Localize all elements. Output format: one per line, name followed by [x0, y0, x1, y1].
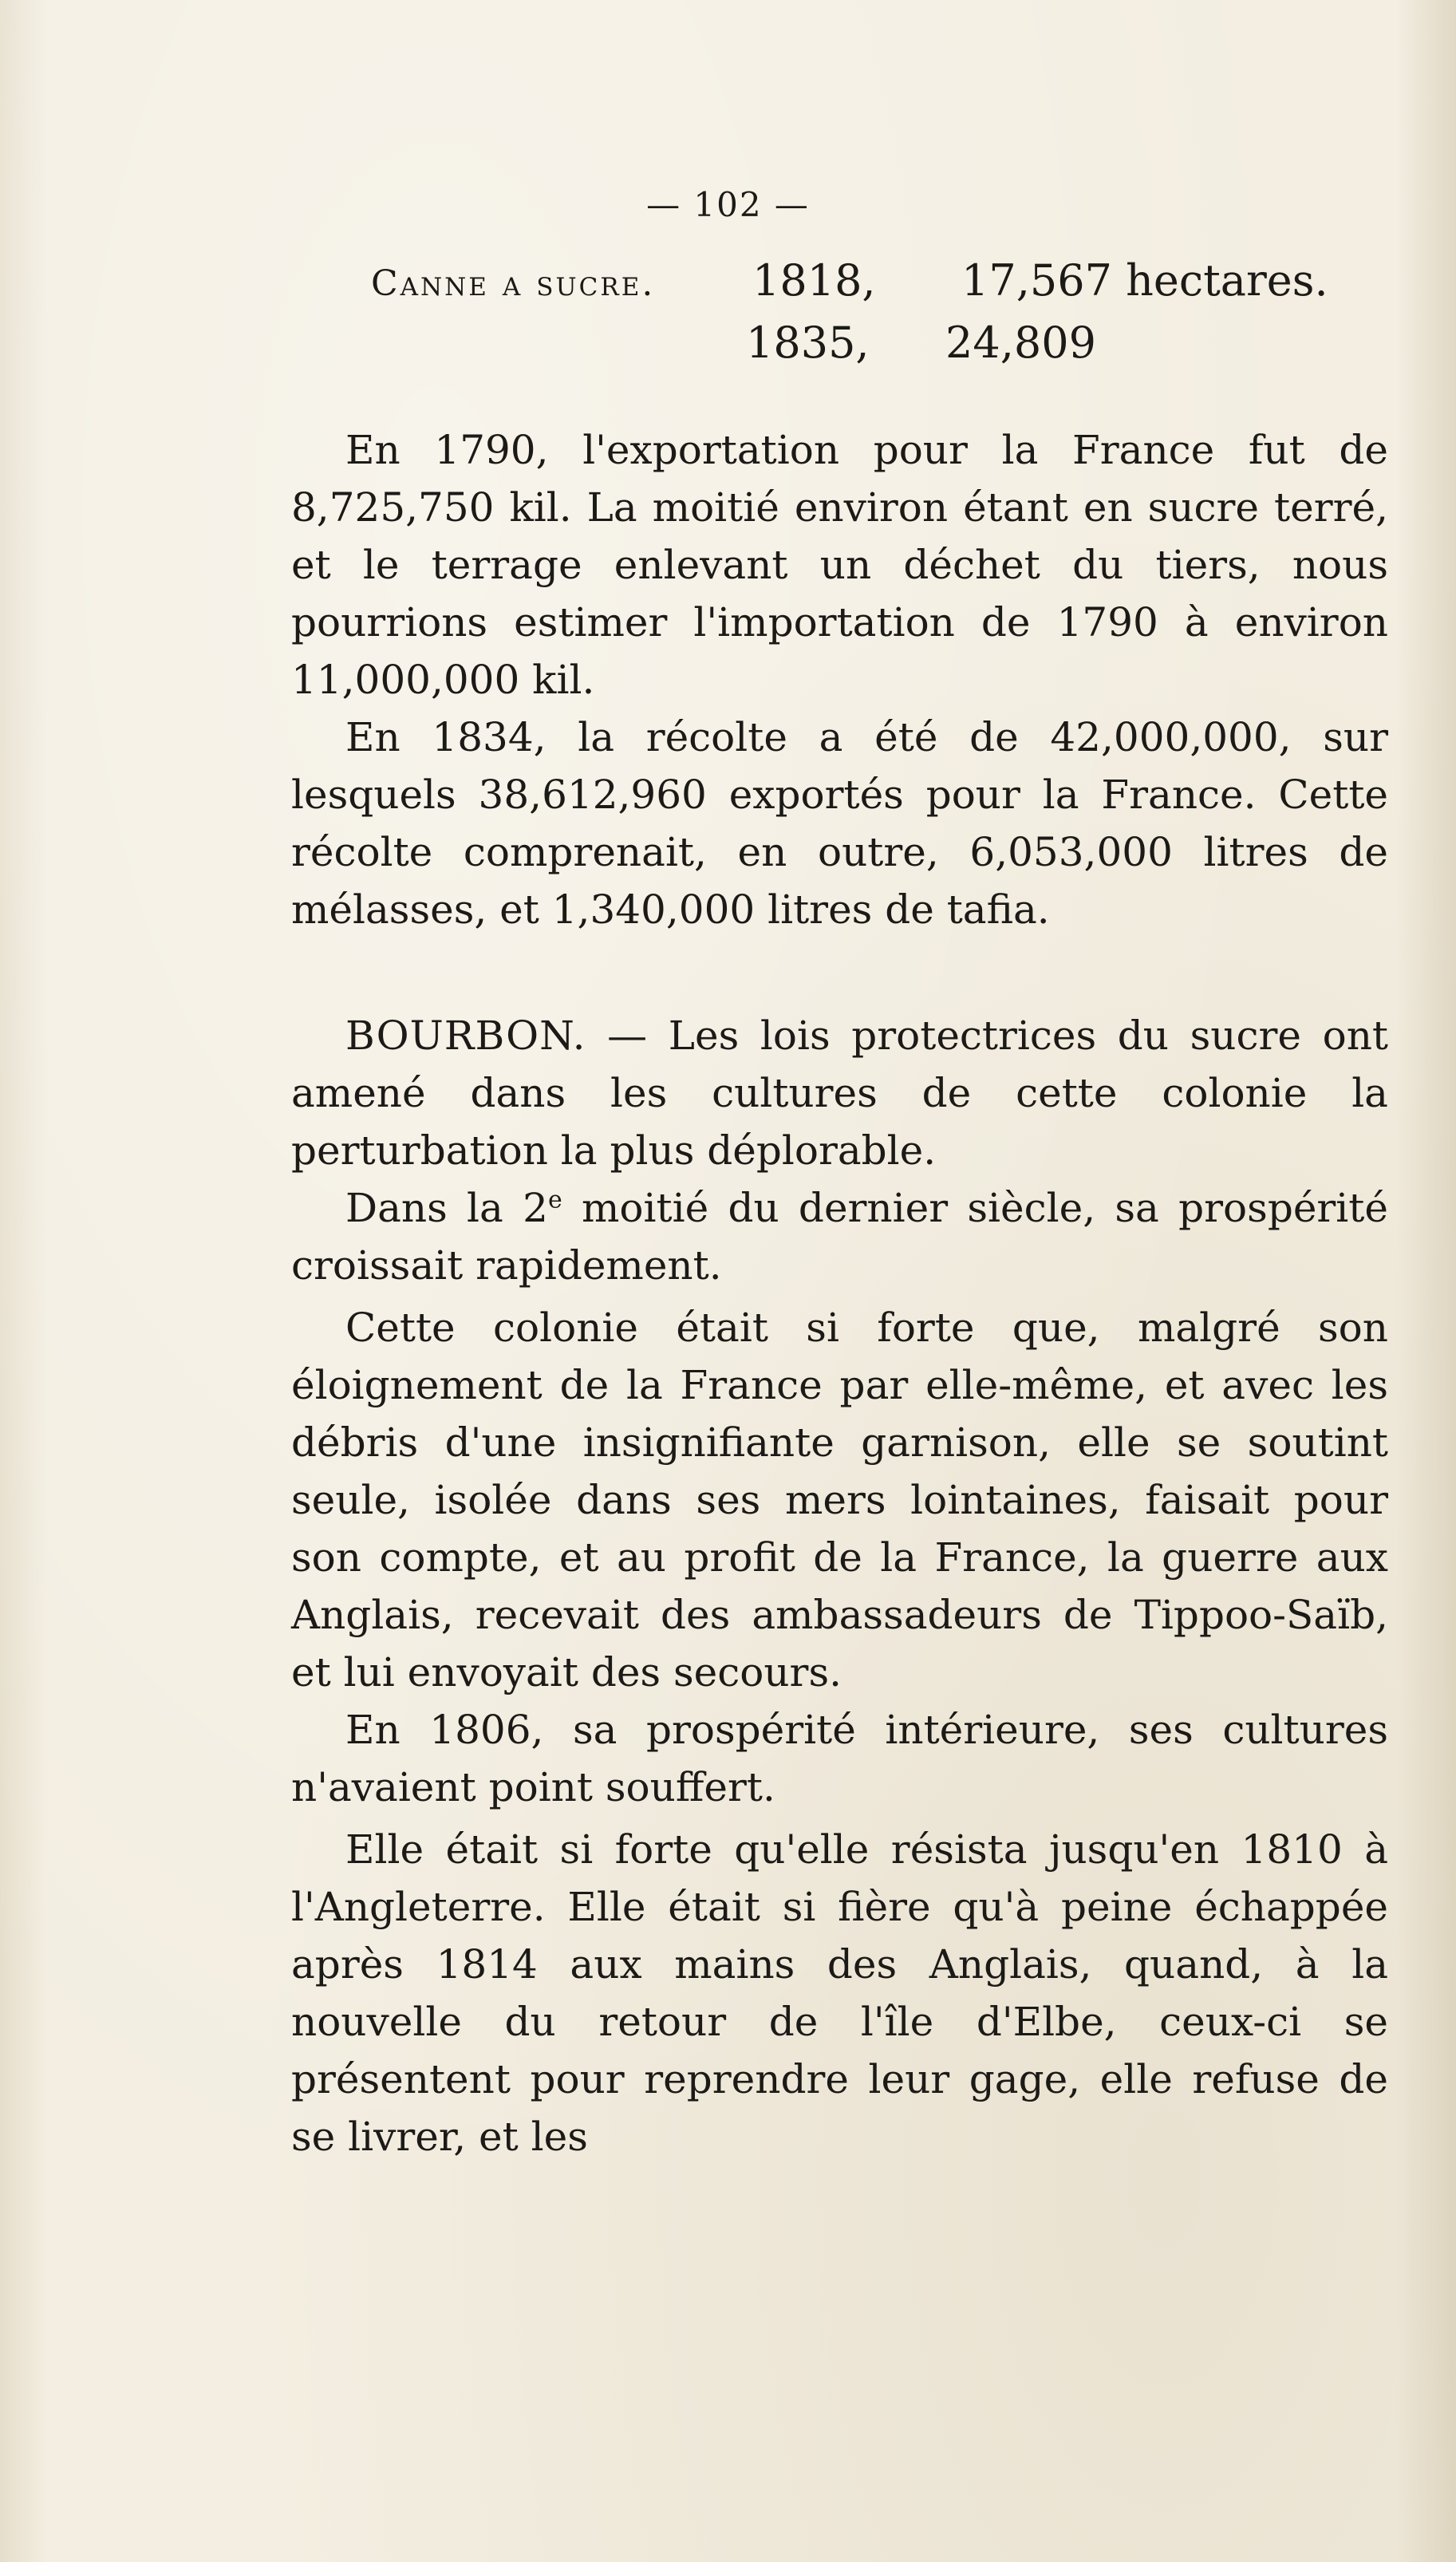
stat-value-1818: 17,567 hectares. — [961, 255, 1328, 306]
paragraph-1834-harvest — [291, 709, 1388, 938]
stat-value-1835: 24,809 — [945, 318, 1096, 368]
paragraph-text: Elle était si forte qu'elle résista jusqu'en 1810 à l'Angleterre. Elle était si fière qu'à peine échappée après 1814 aux mains des Anglais, quand, à la nouvelle du retour de l'île d'Elbe, ceux-ci se présentent pour reprendre leur gage, elle refuse de se livrer, et les — [291, 1826, 1388, 2160]
superscript-e: e — [547, 1186, 562, 1214]
stat-row-1818 — [371, 255, 1328, 306]
paragraph-text: Cette colonie était si forte que, malgré son éloignement de la France par elle-même, et avec les débris d'une insignifiante garnison, elle se soutint seule, isolée dans ses mers lointaines, faisait pour son compte, et au profit de la France, la guerre aux Anglais, recevait des ambassadeurs de Tippoo-Saïb, et lui envoyait des secours. — [291, 1305, 1388, 1695]
paragraph-text-before: Dans la 2 — [345, 1185, 548, 1231]
paragraph-text-after: moitié du dernier siècle, sa prospérité croissait rapidement. — [291, 1185, 1388, 1289]
page-number-header: — 102 — — [646, 185, 810, 224]
paragraph-text — [291, 1007, 1388, 1179]
stat-year-1818: 1818, — [752, 255, 876, 306]
paragraph-text — [291, 1179, 1388, 1294]
paragraph-1806 — [291, 1701, 1388, 1816]
section-text-bourbon: — Les lois protectrices du sucre ont amené dans les cultures de cette colonie la perturbation la plus déplorable. — [291, 1013, 1388, 1174]
paragraph-text: En 1806, sa prospérité intérieure, ses cultures n'avaient point souffert. — [291, 1707, 1388, 1810]
paragraph-prosperity — [291, 1179, 1388, 1294]
paragraph-resistance — [291, 1821, 1388, 2165]
paragraph-colony-strength — [291, 1299, 1388, 1701]
paragraph-1790-export — [291, 421, 1388, 709]
paragraph-text: En 1790, l'exportation pour la France fut de 8,725,750 kil. La moitié environ étant en sucre terré, et le terrage enlevant un déchet du tiers, nous pourrions estimer l'importation de 1790 à environ 11,000,000 kil. — [291, 427, 1388, 703]
section-title-bourbon: BOURBON. — [345, 1013, 586, 1059]
stat-year-1835: 1835, — [746, 318, 870, 368]
paragraph-text: En 1834, la récolte a été de 42,000,000, sur lesquels 38,612,960 exportés pour la France. Cette récolte comprenait, en outre, 6,053,000 litres de mélasses, et 1,340,000 litres de tafia. — [291, 714, 1388, 933]
paragraph-bourbon — [291, 1007, 1388, 1179]
stat-label: Canne a sucre. — [371, 263, 656, 304]
